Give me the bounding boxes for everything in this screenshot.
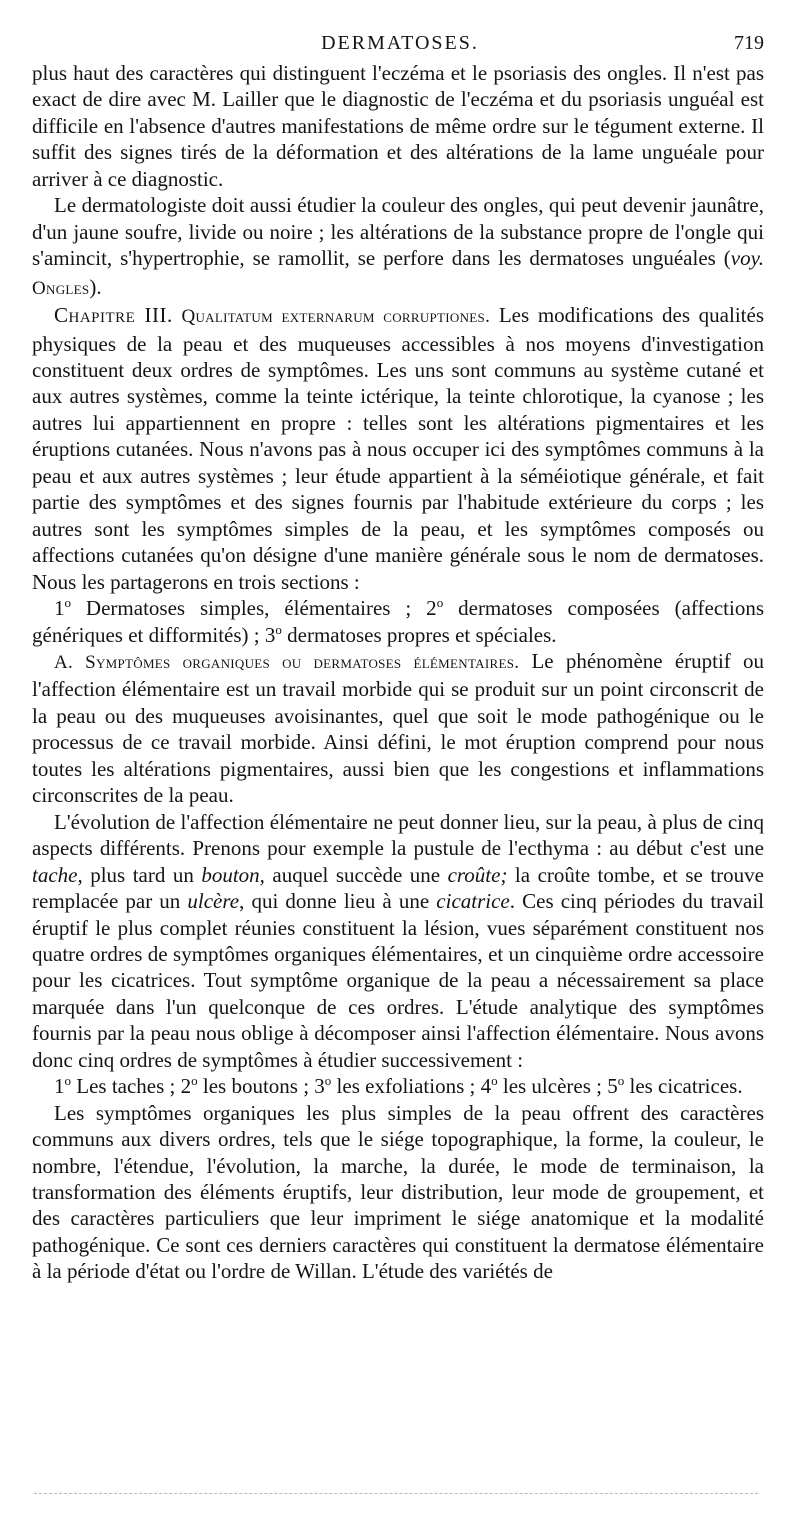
ordinal-mark: o xyxy=(275,621,282,637)
list-text: les ulcères ; 5 xyxy=(497,1074,618,1099)
list-text: dermatoses composées (affections génériques et difformités) ; 3 xyxy=(32,596,765,647)
italic-term: ulcère xyxy=(187,889,240,914)
paragraph-text: Le phénomène éruptif ou l'affection élémentaire est un travail morbide qui se produit sur un point circonscrit de la peau ou des muqueuses avoisinantes, quel que soit le mode pathogénique ou le processus de ce travail morbide. Ainsi défini, le mot éruption comprend pour nous toutes les altérations pigmentaires, aussi bien que les congestions et inflammations circonscrites de la peau. xyxy=(32,648,765,808)
section-heading: A. Symptômes organiques ou dermatoses élémentaires. xyxy=(54,651,520,673)
paragraph-orders-list xyxy=(32,1073,764,1099)
ordinal-mark: o xyxy=(191,1073,198,1089)
italic-term: cicatrice xyxy=(436,889,510,914)
paragraph-common-characters: Les symptômes organiques les plus simples de la peau offrent des caractères communs aux divers ordres, tels que le siége topographique, la forme, la couleur, le nombre, l'étendue, l'évolution, la marche, la durée, le mode de terminaison, la transformation des éléments éruptifs, leur distribution, leur mode de groupement, et des caractères particuliers que leur impriment le siége anatomique et la modalité pathogénique. Ce sont ces derniers caractères qui constituent la dermatose élémentaire à la période d'état ou l'ordre de Willan. L'étude des variétés de xyxy=(32,1100,764,1284)
paragraph-text: , auquel succède une xyxy=(259,862,448,887)
paragraph-text: L'évolution de l'affection élémentaire ne peut donner lieu, sur la peau, à plus de cinq aspects différents. Prenons pour exemple la pustule de l'ecthyma : au début c'est une xyxy=(32,809,764,861)
italic-term: bouton xyxy=(201,862,260,887)
paragraph-continued: plus haut des caractères qui distinguent l'eczéma et le psoriasis des ongles. Il n'est pas exact de dire avec M. Lailler que le diagnostic de l'eczéma et du psoriasis unguéal est difficile en l'absence d'autres manifestations de même ordre sur le tégument externe. Il suffit des signes tirés de la déformation et des altérations de la lame unguéale pour arriver à ce diagnostic. xyxy=(32,61,764,191)
list-text: Dermatoses simples, élémentaires ; 2 xyxy=(71,596,437,621)
list-text: Les taches ; 2 xyxy=(71,1074,192,1099)
page-bottom-rule xyxy=(34,1493,758,1494)
list-text: dermatoses propres et spéciales. xyxy=(281,622,557,647)
ordinal-mark: o xyxy=(64,1073,71,1089)
paragraph-nail-color xyxy=(32,192,764,302)
paragraph-text: , qui donne lieu à une xyxy=(239,889,437,914)
ordinal-mark: o xyxy=(64,595,71,611)
list-text: les boutons ; 3 xyxy=(197,1074,325,1099)
paragraph-text-end: ). xyxy=(89,274,102,299)
paragraph-chapter-iii xyxy=(32,302,764,595)
chapter-title: Qualitatum externarum corruptiones. xyxy=(181,306,491,328)
list-text: les cicatrices. xyxy=(624,1074,743,1099)
paragraph-text: Le dermatologiste doit aussi étudier la couleur des ongles, qui peut devenir jaunâtre, d'un jaune soufre, livide ou noire ; les altérations de la substance propre de l'ongle qui s'amincit, s'hypertrophie, se ramollit, se perfore dans les dermatoses unguéales ( xyxy=(32,193,764,271)
ordinal-mark: o xyxy=(491,1073,498,1089)
italic-term: tache xyxy=(32,862,78,887)
list-number: 1 xyxy=(54,596,65,621)
list-text: les exfoliations ; 4 xyxy=(331,1074,492,1099)
body-text xyxy=(32,60,764,1285)
cross-reference-target: Ongles xyxy=(32,277,90,299)
ordinal-mark: o xyxy=(436,595,444,611)
paragraph-section-a xyxy=(32,648,764,809)
ordinal-mark: o xyxy=(617,1073,625,1089)
cross-reference: voy. xyxy=(730,246,764,271)
paragraph-text: la croûte tombe, et se trouve remplacée par un xyxy=(32,862,764,914)
page-number: 719 xyxy=(734,32,764,54)
paragraph-text: , plus tard un xyxy=(77,862,202,887)
running-head xyxy=(32,30,768,58)
paragraph-text: Les modifications des qualités physiques de la peau et des muqueuses accessibles à nos moyens d'investigation constituent deux ordres de symptômes. Les uns sont communs au système cutané et aux autres systèmes, comme la teinte ictérique, la teinte chlorotique, la cyanose ; les autres lui appartiennent en propre : telles sont les altérations pigmentaires et les éruptions cutanées. Nous n'avons pas à nous occuper ici des symptômes communs à la peau et aux autres systèmes ; leur étude appartient à la séméiotique générale, et fait partie des symptômes et des signes fournis par l'habitude extérieure du corps ; les autres sont les symptômes simples de la peau, et les symptômes composés ou affections cutanées qu'on désigne d'une manière générale sous le nom de dermatoses. Nous les partagerons en trois sections : xyxy=(32,303,765,594)
list-number: 1 xyxy=(54,1074,65,1099)
paragraph-evolution xyxy=(32,809,764,1074)
italic-term: croûte; xyxy=(447,862,508,887)
paragraph-sections-list xyxy=(32,595,764,648)
chapter-label: Chapitre III. xyxy=(54,303,173,328)
ordinal-mark: o xyxy=(324,1073,332,1089)
paragraph-text: . Ces cinq périodes du travail éruptif le plus complet réunies constituent la lésion, vues séparément constituent nos quatre ordres de symptômes organiques élémentaires, et un cinquième ordre accessoire pour les cicatrices. Tout symptôme organique de la peau a nécessairement sa place marquée dans l'un quelconque de ces ordres. L'étude analytique des symptômes fournis par la peau nous oblige à décomposer ainsi l'affection élémentaire. Nous avons donc cinq ordres de symptômes à étudier successivement : xyxy=(32,889,764,1072)
running-title: DERMATOSES. xyxy=(321,32,479,54)
